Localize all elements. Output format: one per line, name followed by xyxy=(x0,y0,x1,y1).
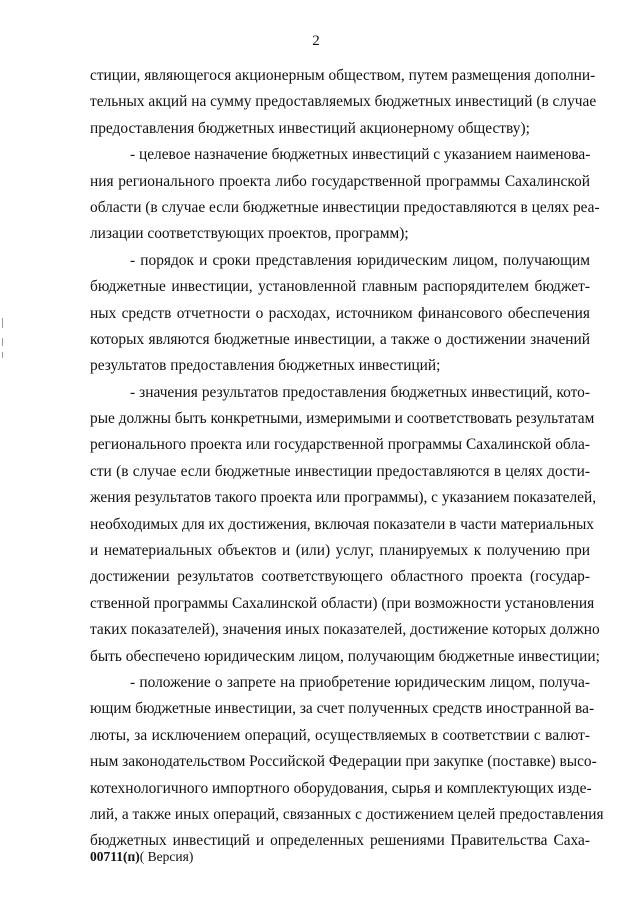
text-line: - положение о запрете на приобретение юридическим лицом, получа- xyxy=(130,673,590,691)
text-line: тельных акций на сумму предоставляемых бюджетных инвестиций (в случае xyxy=(90,93,597,111)
scan-mark xyxy=(2,338,3,346)
document-code xyxy=(90,849,193,865)
text-line: - значения результатов предоставления бюджетных инвестиций, кото- xyxy=(130,383,590,401)
text-line: регионального проекта или государственной программы Сахалинской обла- xyxy=(90,436,590,454)
scan-mark xyxy=(2,352,3,358)
document-body xyxy=(90,63,604,855)
text-line: ния регионального проекта либо государственной программы Сахалинской xyxy=(90,172,590,190)
text-line: достижении результатов соответствующего областного проекта (государ- xyxy=(90,568,590,586)
document-id: 00711(п) xyxy=(90,849,140,864)
text-line: результатов предоставления бюджетных инвестиций; xyxy=(90,357,441,375)
text-line: рые должны быть конкретными, измеримыми и соответствовать результатам xyxy=(90,410,595,428)
text-line: бюджетные инвестиции, установленной главным распорядителем бюджет- xyxy=(90,278,590,296)
text-line: предоставления бюджетных инвестиций акционерному обществу); xyxy=(90,119,530,137)
page-number: 2 xyxy=(312,33,320,49)
text-line: и нематериальных объектов и (или) услуг, планируемых к получению при xyxy=(90,542,590,560)
text-line: - целевое назначение бюджетных инвестиций с указанием наименова- xyxy=(130,146,591,164)
text-line: таких показателей), значения иных показателей, достижение которых должно xyxy=(90,621,600,639)
scan-mark xyxy=(2,318,3,328)
text-line: быть обеспечено юридическим лицом, получающим бюджетные инвестиции; xyxy=(90,647,600,665)
text-line: люты, за исключением операций, осуществляемых в соответствии с валют- xyxy=(90,726,590,744)
text-line: бюджетных инвестиций и определенных решениями Правительства Саха- xyxy=(90,832,590,850)
text-line: ных средств отчетности о расходах, источником финансового обеспечения xyxy=(90,304,590,322)
text-line: - порядок и сроки представления юридическим лицом, получающим xyxy=(130,251,590,269)
text-line: лий, а также иных операций, связанных с достижением целей предоставления xyxy=(90,805,604,823)
text-line: ственной программы Сахалинской области) (при возможности установления xyxy=(90,594,595,612)
text-line: ющим бюджетные инвестиции, за счет полученных средств иностранной ва- xyxy=(90,700,595,718)
text-line: жения результатов такого проекта или программы), с указанием показателей, xyxy=(90,489,597,507)
text-line: котехнологичного импортного оборудования, сырья и комплектующих изде- xyxy=(90,779,592,797)
text-line: ным законодательством Российской Федерации при закупке (поставке) высо- xyxy=(90,753,597,771)
document-version: ( Версия) xyxy=(139,849,194,864)
text-line: области (в случае если бюджетные инвестиции предоставляются в целях реа- xyxy=(90,198,600,216)
text-line: стиции, являющегося акционерным обществом, путем размещения дополни- xyxy=(90,67,596,84)
text-line: необходимых для их достижения, включая показатели в части материальных xyxy=(90,515,594,533)
text-line: лизации соответствующих проектов, программ); xyxy=(90,225,409,243)
text-line: сти (в случае если бюджетные инвестиции предоставляются в целях дости- xyxy=(90,462,590,480)
text-line: которых являются бюджетные инвестиции, а также о достижении значений xyxy=(90,330,590,348)
